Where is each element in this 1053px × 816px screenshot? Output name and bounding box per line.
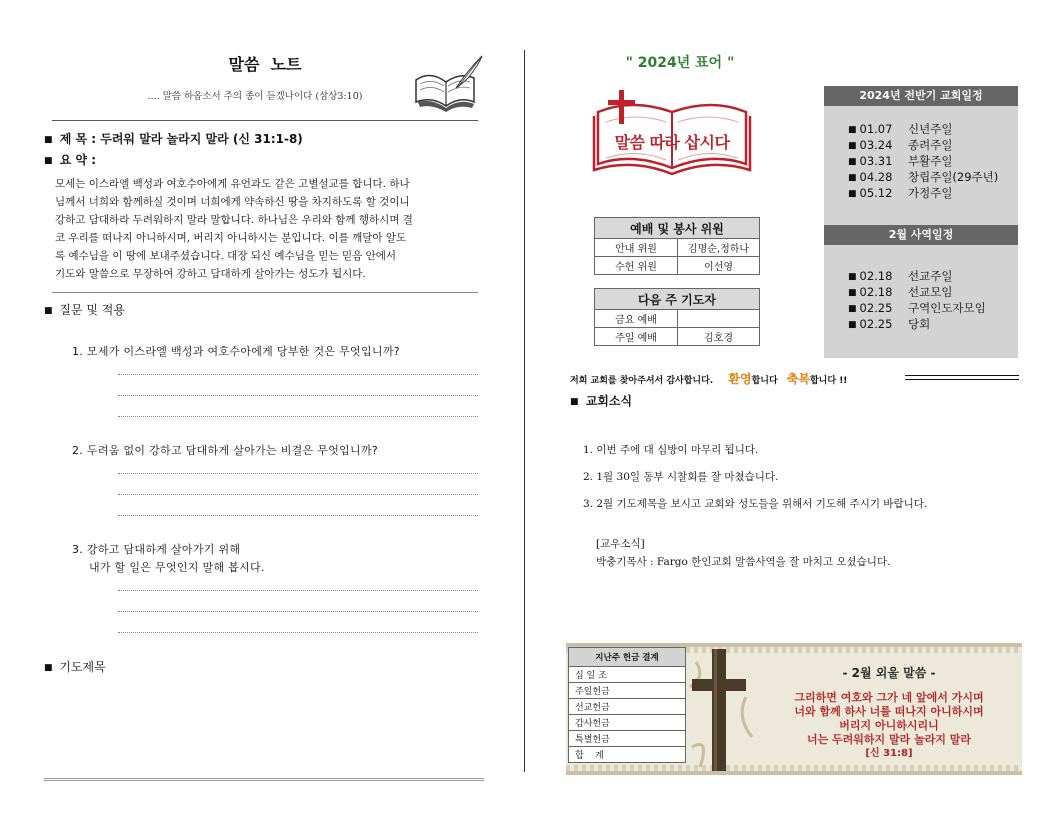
question-3 xyxy=(72,541,265,577)
list-item: ■ 01.07 신년주일 xyxy=(848,121,998,137)
table-row: 주일헌금 xyxy=(569,683,686,699)
table-row: 금요 예배 xyxy=(595,310,760,328)
summary-line: 기도와 말씀으로 무장하여 강하고 담대하게 살아가는 성도가 됩시다. xyxy=(55,268,366,280)
list-item: ■ 04.28 창립주일(29주년) xyxy=(848,169,998,185)
list-item: ■ 02.18 선교모임 xyxy=(848,284,986,300)
list-item: 1. 이번 주에 대 심방이 마무리 됩니다. xyxy=(583,444,759,456)
verse-line: 너와 함께 하사 너를 떠나지 아니하시며 xyxy=(794,705,984,718)
welcome-highlight: 환영 xyxy=(728,372,752,386)
table-row: 감사헌금 xyxy=(569,715,686,731)
member-news-text: 박충기목사 : Fargo 한인교회 말씀사역을 잘 마치고 오셨습니다. xyxy=(596,556,891,568)
motto-text: 말씀 따라 삽시다 xyxy=(614,133,730,152)
member-news-label: [교우소식] xyxy=(596,538,645,550)
list-item: ■ 03.31 부활주일 xyxy=(848,153,998,169)
table-row: 십 일 조 xyxy=(569,667,686,683)
table-row: 선교헌금 xyxy=(569,699,686,715)
answer-line[interactable] xyxy=(118,515,478,516)
list-item: ■ 02.25 당회 xyxy=(848,316,986,332)
divider xyxy=(52,292,478,293)
verse-line: 그리하면 여호와 그가 네 앞에서 가시며 xyxy=(794,691,984,704)
verse-title: - 2월 외울 말씀 - xyxy=(842,666,936,680)
verse-line: 버리지 아니하시리니 xyxy=(839,719,939,732)
table-row: 안내 위원 김명순,정하나 xyxy=(595,239,760,257)
schedule-list xyxy=(848,121,998,201)
summary-text xyxy=(55,175,485,283)
welcome-message: 저희 교회를 찾아주셔서 감사합니다. 환영합니다 축복합니다 !! xyxy=(570,372,848,386)
summary-line: 모세는 이스라엘 백성과 여호수아에게 유언과도 같은 고별설교를 합니다. 하나 xyxy=(55,178,410,190)
list-item: 3. 2월 기도제목을 보시고 교회와 성도들을 위해서 기도해 주시기 바랍니다. xyxy=(583,498,928,510)
service-table-header: 예배 및 봉사 위원 xyxy=(595,218,760,239)
answer-line[interactable] xyxy=(118,494,478,495)
question-1: 1. 모세가 이스라엘 백성과 여호수아에게 당부한 것은 무엇입니까? xyxy=(72,345,400,358)
wooden-cross-icon xyxy=(686,647,756,773)
list-item: ■ 02.18 선교주일 xyxy=(848,268,986,284)
list-item: ■ 05.12 가정주일 xyxy=(848,185,998,201)
next-prayer-table xyxy=(594,288,760,346)
motto-book xyxy=(592,82,752,182)
service-committee-table xyxy=(594,217,760,275)
summary-line: 록 예수님을 이 땅에 보내주셨습니다. 대장 되신 예수님을 믿는 믿음 안에서 xyxy=(55,250,397,262)
answer-line[interactable] xyxy=(118,611,478,612)
question-3-line: 3. 강하고 담대하게 살아가기 위해 xyxy=(72,543,241,556)
offering-table xyxy=(568,647,686,763)
summary-line: 님께서 너희와 함께하실 것이며 너희에게 약속하신 땅을 차지하도록 할 것이니 xyxy=(55,196,410,208)
page-title: 말씀 노트 xyxy=(228,55,302,74)
questions-label: ■ 질문 및 적용 xyxy=(44,301,125,318)
answer-line[interactable] xyxy=(118,473,478,474)
answer-line[interactable] xyxy=(118,632,478,633)
question-3-line: 내가 할 일은 무엇인지 말해 봅시다. xyxy=(89,561,265,574)
subject-text: 두려워 말라 놀라지 말라 (신 31:1-8) xyxy=(100,132,303,146)
summary-line: 코 우리를 떠나지 아니하시며, 버리지 아니하시는 분입니다. 이를 깨달아 알도 xyxy=(55,232,407,244)
summary-line: 강하고 담대하라 두려워하지 말라 말합니다. 하나님은 우리와 함께 행하시며 결 xyxy=(55,214,413,226)
footer-divider xyxy=(44,778,484,781)
motto-title: " 2024년 표어 " xyxy=(625,55,735,71)
welcome-rule xyxy=(905,375,1019,380)
table-row: 특별헌금 xyxy=(569,731,686,747)
table-row: 수헌 위원 이선영 xyxy=(595,257,760,275)
subject-label: 제 목 : xyxy=(59,132,101,146)
summary-label: ■ 요 약 : xyxy=(44,151,96,168)
list-item: ■ 03.24 종려주일 xyxy=(848,137,998,153)
offering-header: 지난주 헌금 결계 xyxy=(569,648,686,667)
ministry-schedule-header: 2월 사역일정 xyxy=(824,225,1018,245)
question-2: 2. 두려움 없이 강하고 담대하게 살아가는 비결은 무엇입니까? xyxy=(72,444,379,457)
page-fold-divider xyxy=(524,50,525,772)
verse-reference: [신 31:8] xyxy=(865,748,913,759)
table-row: 합 계 xyxy=(569,747,686,763)
news-list xyxy=(583,442,927,523)
ministry-schedule-list xyxy=(848,268,986,332)
member-news xyxy=(596,535,890,571)
list-item: ■ 02.25 구역인도자모임 xyxy=(848,300,986,316)
answer-line[interactable] xyxy=(118,590,478,591)
verse-box xyxy=(764,664,1014,761)
prayer-table-header: 다음 주 기도자 xyxy=(595,289,760,310)
open-book-quill-icon xyxy=(408,52,486,112)
table-row: 주일 예배 김호경 xyxy=(595,328,760,346)
blessing-highlight: 축복 xyxy=(786,372,810,386)
subject xyxy=(44,130,303,147)
page-subtitle: .... 말씀 하옵소서 주의 종이 듣겠나이다 (삼상3:10) xyxy=(147,91,363,102)
prayer-label: ■ 기도제목 xyxy=(44,658,106,675)
schedule-header: 2024년 전반기 교회일정 xyxy=(824,86,1018,106)
divider xyxy=(52,120,478,121)
list-item: 2. 1월 30일 동부 시찰회를 잘 마쳤습니다. xyxy=(583,471,779,483)
banner-pattern xyxy=(566,765,1022,771)
answer-line[interactable] xyxy=(118,374,478,375)
answer-line[interactable] xyxy=(118,416,478,417)
verse-line: 너는 두려워하지 말라 놀라지 말라 xyxy=(806,733,972,746)
answer-line[interactable] xyxy=(118,395,478,396)
news-label: ■ 교회소식 xyxy=(570,392,632,409)
